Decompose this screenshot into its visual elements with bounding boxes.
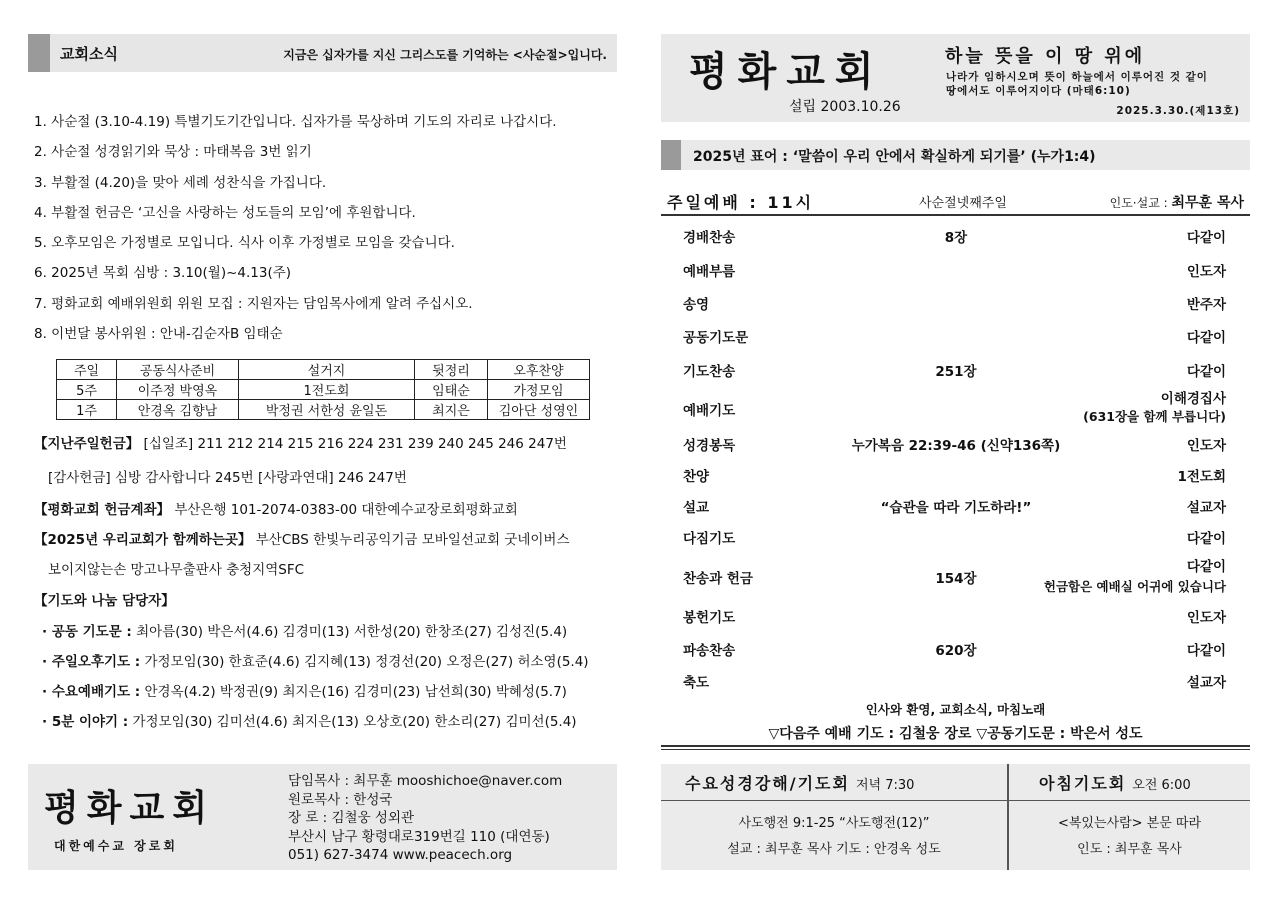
footer-elder-pastor: 원로목사 : 한성국 bbox=[288, 791, 393, 808]
order-person: 반주자 bbox=[1186, 297, 1226, 313]
wednesday-time: 저녁 7:30 bbox=[855, 778, 915, 793]
order-item: 파송찬송 bbox=[683, 643, 736, 659]
table-cell: 1전도회 bbox=[239, 380, 415, 400]
account-line bbox=[34, 498, 518, 518]
order-person: 다같이 bbox=[1186, 230, 1226, 246]
order-person: 다같이 bbox=[1186, 643, 1226, 659]
order-item: 찬송과 헌금 bbox=[683, 571, 753, 587]
prayer-row-label: · 주일오후기도 : bbox=[42, 654, 141, 670]
order-item: 예배기도 bbox=[683, 403, 736, 419]
table-header-cell: 오후찬양 bbox=[488, 360, 590, 380]
masthead-church-name: 평화교회 bbox=[689, 48, 884, 95]
order-person: 1전도회 bbox=[1177, 469, 1226, 485]
footer-phone-web: 051) 627-3474 www.peacech.org bbox=[288, 847, 513, 863]
prayer-row bbox=[42, 620, 567, 640]
news-item: 8. 이번달 봉사위원 : 안내-김순자B 임태순 bbox=[34, 326, 283, 343]
double-divider bbox=[661, 745, 1250, 750]
table-cell: 김아단 성영인 bbox=[488, 400, 590, 420]
footer-denomination: 대한예수교 장로회 bbox=[54, 839, 178, 853]
prayer-label: 【기도와 나눔 담당자】 bbox=[34, 593, 175, 609]
news-list bbox=[34, 112, 614, 354]
table-cell: 임태순 bbox=[415, 380, 488, 400]
order-person: 설교자 bbox=[1186, 500, 1226, 516]
order-item: 송영 bbox=[683, 297, 710, 313]
order-detail: 620장 bbox=[935, 643, 977, 659]
order-person: 다같이 bbox=[1186, 531, 1226, 547]
header-bar bbox=[28, 34, 50, 72]
masthead bbox=[661, 34, 1250, 122]
order-item: 예배부름 bbox=[683, 264, 736, 280]
order-detail: 누가복음 22:39-46 (신약136쪽) bbox=[851, 438, 1061, 454]
partners-line bbox=[34, 528, 570, 548]
prayer-row-label: · 수요예배기도 : bbox=[42, 684, 141, 700]
news-item: 5. 오후모임은 가정별로 모입니다. 식사 이후 가정별로 모임을 갖습니다. bbox=[34, 235, 455, 252]
closing-notes: 인사와 환영, 교회소식, 마침노래 bbox=[865, 702, 1046, 717]
prayer-row-label: · 공동 기도문 : bbox=[42, 624, 132, 640]
prayer-row bbox=[42, 650, 589, 670]
table-cell: 최지은 bbox=[415, 400, 488, 420]
service-leader-label: 인도·설교 : bbox=[1109, 196, 1168, 210]
table-cell: 5주 bbox=[57, 380, 117, 400]
order-person: 설교자 bbox=[1186, 675, 1226, 691]
morning-text: <복있는사람> 본문 따라 bbox=[1057, 816, 1202, 831]
order-item: 기도찬송 bbox=[683, 364, 736, 380]
volunteer-table bbox=[56, 359, 590, 420]
order-item: 설교 bbox=[683, 500, 710, 516]
order-note: (631장을 함께 부릅니다) bbox=[1083, 409, 1226, 424]
order-person: 이해경집사 bbox=[1160, 391, 1226, 407]
order-detail: 8장 bbox=[944, 230, 968, 246]
order-detail: 154장 bbox=[935, 571, 977, 587]
table-header-cell: 설거지 bbox=[239, 360, 415, 380]
offering-line bbox=[34, 432, 567, 452]
motto-verse-line: 땅에서도 이루어지이다 (마태6:10) bbox=[946, 85, 1131, 97]
footer-pastor: 담임목사 : 최무훈 mooshichoe@naver.com bbox=[288, 773, 563, 789]
order-person: 인도자 bbox=[1186, 438, 1226, 454]
issue-number: 2025.3.30.(제13호) bbox=[1116, 105, 1240, 117]
partners-text: 부산CBS 한빛누리공익기금 모바일선교회 굿네이버스 bbox=[255, 532, 570, 548]
prayer-row bbox=[42, 680, 567, 700]
order-item: 찬양 bbox=[683, 469, 710, 485]
table-cell: 안경옥 김향남 bbox=[117, 400, 239, 420]
morning-title-text: 아침기도회 bbox=[1039, 774, 1127, 793]
service-leader-name: 최무훈 목사 bbox=[1171, 195, 1244, 211]
wednesday-title bbox=[685, 771, 914, 794]
table-row bbox=[57, 400, 590, 420]
table-cell: 가정모임 bbox=[488, 380, 590, 400]
prayer-row-names: 최아름(30) 박은서(4.6) 김경미(13) 서한성(20) 한창조(27) 김성진(5.4) bbox=[136, 624, 568, 640]
partners-label: 【2025년 우리교회가 함께하는곳】 bbox=[34, 532, 252, 548]
order-item: 공동기도문 bbox=[683, 330, 749, 346]
footer-address: 부산시 남구 황령대로319번길 110 (대연동) bbox=[288, 828, 550, 845]
wednesday-leaders: 설교 : 최무훈 목사 기도 : 안경옥 성도 bbox=[727, 842, 941, 857]
news-item: 3. 부활절 (4.20)을 맞아 세례 성찬식을 가집니다. bbox=[34, 174, 327, 191]
offering-text: [십일조] 211 212 214 215 216 224 231 239 240 245 246 247번 bbox=[143, 436, 567, 452]
news-item: 2. 사순절 성경읽기와 묵상 : 마태복음 3번 읽기 bbox=[34, 144, 312, 161]
morning-leader: 인도 : 최무훈 목사 bbox=[1077, 842, 1182, 857]
table-cell: 1주 bbox=[57, 400, 117, 420]
year-motto: 2025년 표어 : ‘말씀이 우리 안에서 확실하게 되기를’ (누가1:4) bbox=[693, 149, 1096, 165]
order-item: 봉헌기도 bbox=[683, 610, 736, 626]
news-header bbox=[28, 34, 617, 72]
midweek-services bbox=[661, 764, 1250, 870]
offering-line-2: [감사헌금] 심방 감사합니다 245번 [사랑과연대] 246 247번 bbox=[48, 470, 407, 486]
service-leader bbox=[1110, 192, 1244, 212]
table-header-cell: 주일 bbox=[57, 360, 117, 380]
order-person: 다같이 bbox=[1186, 559, 1226, 575]
table-row bbox=[57, 380, 590, 400]
order-item: 축도 bbox=[683, 675, 710, 691]
order-note: 헌금함은 예배실 어귀에 있습니다 bbox=[1043, 579, 1226, 594]
order-detail: 251장 bbox=[935, 364, 977, 380]
church-motto: 하늘 뜻을 이 땅 위에 bbox=[945, 46, 1146, 67]
wednesday-passage: 사도행전 9:1-25 “사도행전(12)” bbox=[738, 816, 930, 831]
account-text: 부산은행 101-2074-0383-00 대한예수교장로회평화교회 bbox=[174, 502, 518, 518]
news-item: 1. 사순절 (3.10-4.19) 특별기도기간입니다. 십자가를 묵상하며 기도의 자리로 나갑시다. bbox=[34, 114, 557, 130]
service-week: 사순절넷째주일 bbox=[919, 196, 1007, 211]
order-person: 인도자 bbox=[1186, 610, 1226, 626]
prayer-row-names: 가정모임(30) 한효준(4.6) 김지혜(13) 정경선(20) 오정은(27) 허소영(5.4) bbox=[144, 654, 589, 670]
order-person: 다같이 bbox=[1186, 330, 1226, 346]
prayer-row-label: · 5분 이야기 : bbox=[42, 714, 129, 730]
news-item: 4. 부활절 헌금은 ‘고신을 사랑하는 성도들의 모임’에 후원합니다. bbox=[34, 204, 416, 221]
motto-verse bbox=[946, 70, 1208, 98]
footer-elders: 장 로 : 김철웅 성외관 bbox=[288, 810, 415, 826]
motto-verse-line: 나라가 임하시오며 뜻이 하늘에서 이루어진 것 같이 bbox=[946, 71, 1208, 83]
account-label: 【평화교회 헌금계좌】 bbox=[34, 502, 171, 518]
service-title: 주일예배 : 11시 bbox=[667, 193, 815, 212]
prayer-row-names: 가정모임(30) 김미선(4.6) 최지은(13) 오상호(20) 한소리(27) 김미선(5.4) bbox=[132, 714, 577, 730]
next-week-prayer: ▽다음주 예배 기도 : 김철웅 장로 ▽공동기도문 : 박은서 성도 bbox=[768, 726, 1143, 742]
prayer-row bbox=[42, 710, 577, 730]
table-header-row bbox=[57, 360, 590, 380]
church-footer bbox=[28, 764, 617, 870]
offering-label: 【지난주일헌금】 bbox=[34, 436, 140, 452]
morning-time: 오전 6:00 bbox=[1132, 778, 1191, 793]
service-header bbox=[661, 184, 1250, 216]
order-item: 다짐기도 bbox=[683, 531, 736, 547]
wednesday-title-text: 수요성경강해/기도회 bbox=[685, 774, 850, 793]
table-header-cell: 뒷정리 bbox=[415, 360, 488, 380]
news-title: 교회소식 bbox=[60, 45, 118, 63]
order-detail: “습관을 따라 기도하라!” bbox=[880, 500, 1032, 516]
order-person: 다같이 bbox=[1186, 364, 1226, 380]
established-date: 설립 2003.10.26 bbox=[789, 99, 901, 115]
table-cell: 이주정 박영옥 bbox=[117, 380, 239, 400]
prayer-row-names: 안경옥(4.2) 박정권(9) 최지은(16) 김경미(23) 남선희(30) 박혜성(5.7) bbox=[144, 684, 567, 700]
news-item: 6. 2025년 목회 심방 : 3.10(월)~4.13(주) bbox=[34, 265, 292, 282]
table-header-cell: 공동식사준비 bbox=[117, 360, 239, 380]
partners-line-2: 보이지않는손 망고나무출판사 충청지역SFC bbox=[48, 562, 305, 578]
order-item: 경배찬송 bbox=[683, 230, 736, 246]
table-cell: 박정권 서한성 윤일돈 bbox=[239, 400, 415, 420]
morning-title bbox=[1039, 771, 1191, 794]
news-item: 7. 평화교회 예배위원회 위원 모집 : 지원자는 담임목사에게 알려 주십시오. bbox=[34, 295, 473, 312]
divider bbox=[661, 800, 1250, 801]
order-person: 인도자 bbox=[1186, 264, 1226, 280]
news-subtitle: 지금은 십자가를 지신 그리스도를 기억하는 <사순절>입니다. bbox=[283, 48, 607, 62]
footer-contact bbox=[288, 772, 562, 865]
order-item: 성경봉독 bbox=[683, 438, 736, 454]
year-motto-banner bbox=[661, 140, 1250, 170]
footer-church-name: 평화교회 bbox=[44, 787, 216, 829]
banner-bar bbox=[661, 140, 681, 170]
